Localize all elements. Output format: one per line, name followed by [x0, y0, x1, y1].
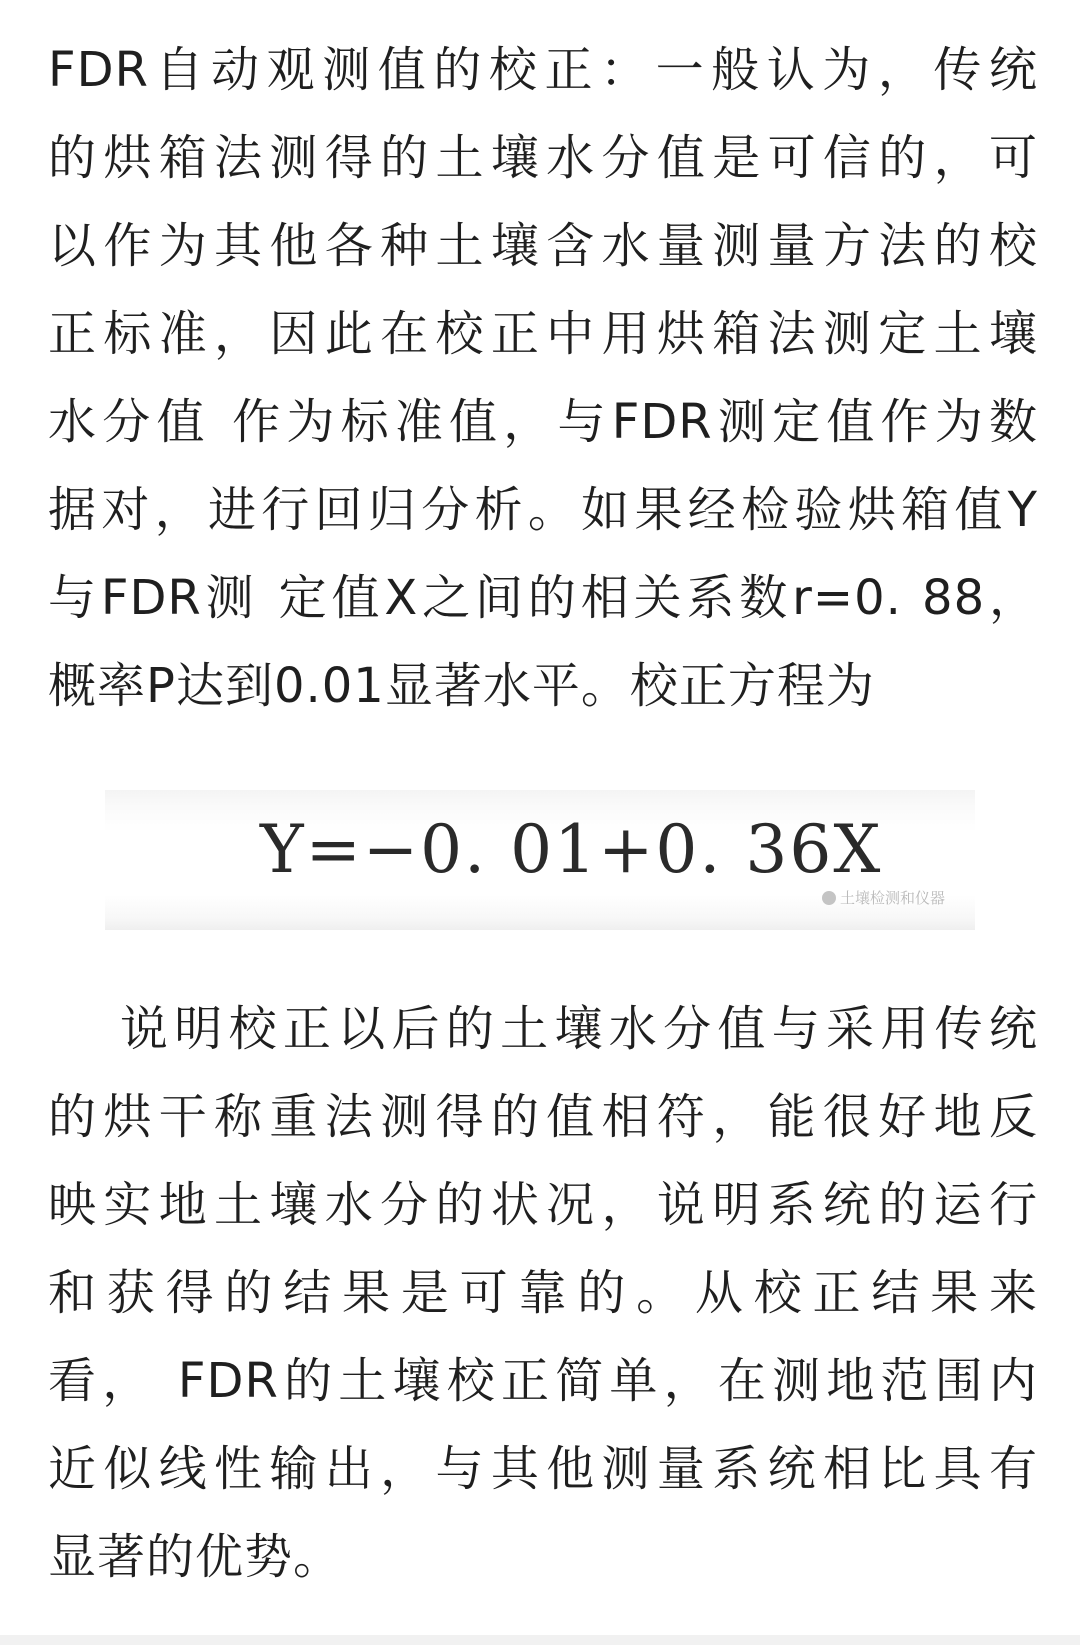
text-line: 与FDR测 定值X之间的相关系数r=0. 88， [48, 570, 1038, 626]
calibration-equation: Y=−0. 01+0. 36X [260, 811, 883, 888]
text-line: 说明校正以后的土壤水分值与采用传统 [120, 1001, 1038, 1057]
watermark-logo-icon [822, 891, 836, 905]
text-line: 映实地土壤水分的状况，说明系统的运行 [48, 1177, 1038, 1233]
equation-image [105, 790, 975, 930]
text-line: 据对，进行回归分析。如果经检验烘箱值Y [48, 482, 1038, 538]
text-line: 近似线性输出，与其他测量系统相比具有 [48, 1441, 1038, 1497]
watermark-text: 土壤检测和仪器 [839, 889, 945, 907]
text-line: 的烘干称重法测得的值相符，能很好地反 [48, 1089, 1038, 1145]
text-line: 显著的优势。 [48, 1529, 343, 1585]
image-watermark [822, 887, 945, 908]
text-line: 和获得的结果是可靠的。从校正结果来 [48, 1265, 1038, 1321]
text-line: 正标准，因此在校正中用烘箱法测定土壤 [48, 306, 1038, 362]
text-line: 水分值 作为标准值，与FDR测定值作为数 [48, 394, 1038, 450]
text-line: 的烘箱法测得的土壤水分值是可信的，可 [48, 130, 1038, 186]
paragraph-calibration-conclusion [48, 985, 1038, 1601]
text-line: FDR自动观测值的校正：一般认为，传统 [48, 42, 1038, 98]
bottom-divider [0, 1635, 1080, 1645]
paragraph-calibration-intro [48, 26, 1038, 730]
text-line: 概率P达到0.01显著水平。校正方程为 [48, 658, 875, 714]
text-line: 以作为其他各种土壤含水量测量方法的校 [48, 218, 1038, 274]
text-line: 看， FDR的土壤校正简单，在测地范围内 [48, 1353, 1038, 1409]
